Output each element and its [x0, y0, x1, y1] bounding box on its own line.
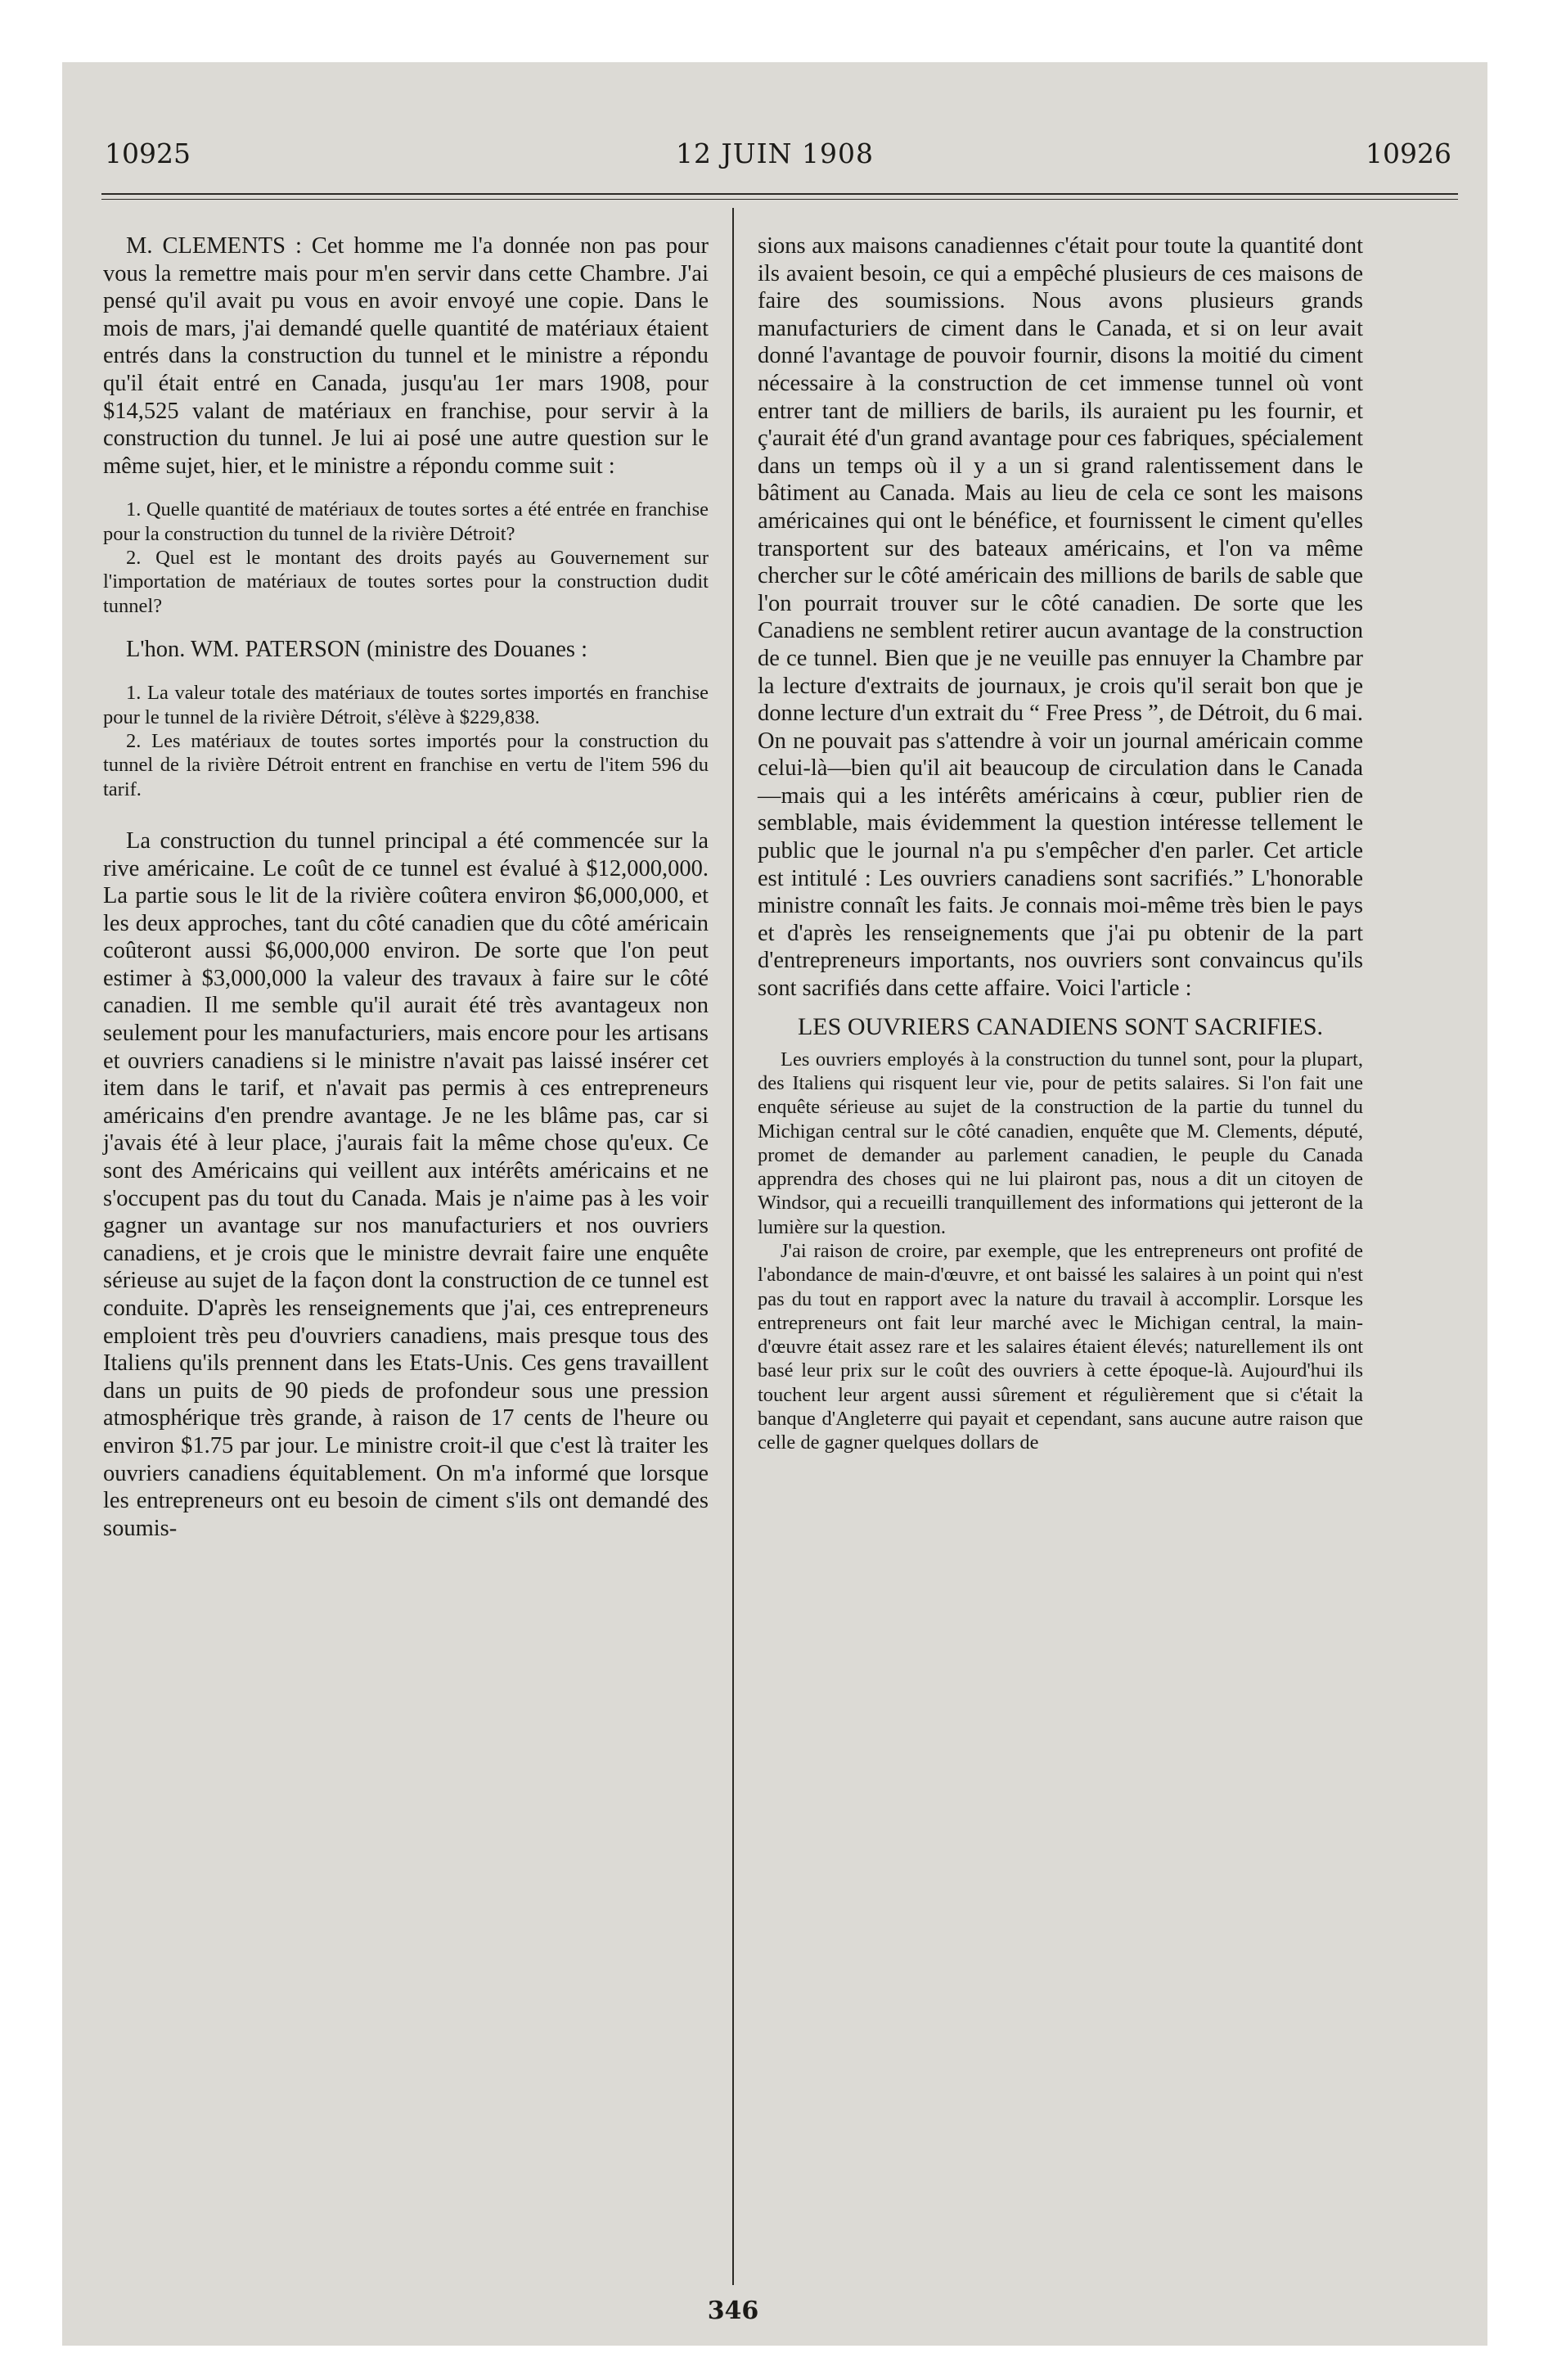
- page-date: 12 JUIN 1908: [676, 137, 874, 169]
- page-number-right: 10926: [1366, 137, 1451, 169]
- article-heading: LES OUVRIERS CANADIENS SONT SACRIFIES.: [797, 1012, 1324, 1040]
- page-number-left: 10925: [105, 137, 191, 169]
- column-divider: [732, 208, 734, 2285]
- header-rule: [101, 193, 1458, 195]
- scanned-page: [62, 62, 1487, 2346]
- answer-item: 2. Les matériaux de toutes sortes importés pour la construction du tunnel de la rivière Détroit entrent en franchise en vertu de l'item 596 du tarif.: [103, 730, 709, 800]
- page-folio: 346: [707, 2297, 759, 2325]
- question-item: 1. Quelle quantité de matériaux de toutes sortes a été entrée en franchise pour la construction du tunnel de la rivière Détroit?: [103, 498, 709, 545]
- paragraph: M. CLEMENTS : Cet homme me l'a donnée non pas pour vous la remettre mais pour m'en servir dans cette Chambre. J'ai pensé qu'il avait pu vous en avoir envoyé une copie. Dans le mois de mars, j'ai demandé quelle quantité de matériaux étaient entrés dans la construction du tunnel et le ministre a répondu qu'il était entré en Canada, jusqu'au 1er mars 1908, pour $14,525 valant de matériaux en franchise, pour servir à la construction du tunnel. Je lui ai posé une autre question sur le même sujet, hier, et le ministre a répondu comme suit :: [103, 233, 709, 479]
- header-rule-thin: [101, 199, 1458, 200]
- speaker-line: L'hon. WM. PATERSON (ministre des Douanes :: [126, 636, 588, 662]
- left-column: [103, 232, 709, 1542]
- paragraph: sions aux maisons canadiennes c'était pour toute la quantité dont ils avaient besoin, ce qui a empêché plusieurs de ces maisons de faire des soumissions. Nous avons plusieurs grands manufacturiers de ciment dans le Canada, et si on leur avait donné l'avantage de pouvoir fournir, disons la moitié du ciment nécessaire à la construction de cet immense tunnel où vont entrer tant de milliers de barils, ils auraient pu les fournir, et ç'aurait été d'un grand avantage pour ces fabriques, spécialement dans un temps où il y a un si grand ralentissement dans le bâtiment au Canada. Mais au lieu de cela ce sont les maisons américaines qui ont le bénéfice, et fournissent le ciment qu'elles transportent sur des bateaux américains, et l'on va même chercher sur le côté américain des millions de barils de sable que l'on pourrait trouver sur le côté canadien. De sorte que les Canadiens ne semblent retirer aucun avantage de la construction de ce tunnel. Bien que je ne veuille pas ennuyer la Chambre par la lecture d'extraits de journaux, je crois qu'il serait bon que je donne lecture d'un extrait du “ Free Press ”, de Détroit, du 6 mai. On ne pouvait pas s'attendre à voir un journal américain comme celui-là—bien qu'il ait beaucoup de circulation dans le Canada—mais qui a les intérêts américains à cœur, publier rien de semblable, mais évidemment la question intéresse tellement le public que le journal n'a pu s'empêcher d'en parler. Cet article est intitulé : Les ouvriers canadiens sont sacrifiés.” L'honorable ministre connaît les faits. Je connais moi-même très bien le pays et d'après les renseignements que j'ai pu obtenir de la part d'entrepreneurs importants, nos ouvriers sont convaincus qu'ils sont sacrifiés dans cette affaire. Voici l'article :: [758, 233, 1363, 1002]
- right-column: [758, 232, 1363, 1455]
- page-header: [62, 137, 1487, 170]
- article-paragraph: Les ouvriers employés à la construction du tunnel sont, pour la plupart, des Italiens qui risquent leur vie, pour de petits salaires. Si l'on fait une enquête sérieuse au sujet de la construction de la partie du tunnel du Michigan central sur le côté canadien, enquête que M. Clements, député, promet de demander au parlement canadien, le peuple du Canada apprendra des choses qui ne lui plairont pas, nous a dit un citoyen de Windsor, qui a recueilli tranquillement des informations qui jetteront de la lumière sur la question.: [758, 1048, 1363, 1238]
- question-item: 2. Quel est le montant des droits payés au Gouvernement sur l'importation de matériaux de toutes sortes pour la construction dudit tunnel?: [103, 546, 709, 617]
- article-paragraph: J'ai raison de croire, par exemple, que les entrepreneurs ont profité de l'abondance de main-d'œuvre, et ont baissé les salaires à un point qui n'est pas du tout en rapport avec la nature du travail à accomplir. Lorsque les entrepreneurs ont fait leur marché avec le Michigan central, la main-d'œuvre était assez rare et les salaires étaient élevés; naturellement ils ont basé leur prix sur le coût des ouvriers à cette époque-là. Aujourd'hui ils touchent leur argent aussi sûrement et régulièrement que si c'était la banque d'Angleterre qui payait et cependant, sans aucune autre raison que celle de gagner quelques dollars de: [758, 1240, 1363, 1454]
- answer-item: 1. La valeur totale des matériaux de toutes sortes importés en franchise pour le tunnel de la rivière Détroit, s'élève à $229,838.: [103, 682, 709, 728]
- paragraph: La construction du tunnel principal a été commencée sur la rive américaine. Le coût de ce tunnel est évalué à $12,000,000. La partie sous le lit de la rivière coûtera environ $6,000,000, et les deux approches, tant du côté canadien que du côté américain coûteront aussi $6,000,000 environ. De sorte que l'on peut estimer à $3,000,000 la valeur des travaux à faire sur le côté canadien. Il me semble qu'il aurait été très avantageux non seulement pour les manufacturiers, mais encore pour les artisans et ouvriers canadiens si le ministre n'avait pas laissé insérer cet item dans le tarif, et n'avait pas permis à ces entrepreneurs américains d'en prendre avantage. Je ne les blâme pas, car si j'avais été à leur place, j'aurais fait la même chose qu'eux. Ce sont des Américains qui veillent aux intérêts américains et ne s'occupent pas du tout du Canada. Mais je n'aime pas à les voir gagner un avantage sur nos manufacturiers et nos ouvriers canadiens, et je crois que le ministre devrait faire une enquête sérieuse au sujet de la façon dont la construction de ce tunnel est conduite. D'après les renseignements que j'ai, ces entrepreneurs emploient très peu d'ouvriers canadiens, mais presque tous des Italiens qu'ils prennent dans les Etats-Unis. Ces gens travaillent dans un puits de 90 pieds de profondeur sous une pression atmosphérique très grande, à raison de 17 cents de l'heure ou environ $1.75 par jour. Le ministre croit-il que c'est là traiter les ouvriers canadiens équitablement. On m'a informé que lorsque les entrepreneurs ont eu besoin de ciment s'ils ont demandé des soumis-: [103, 827, 709, 1541]
